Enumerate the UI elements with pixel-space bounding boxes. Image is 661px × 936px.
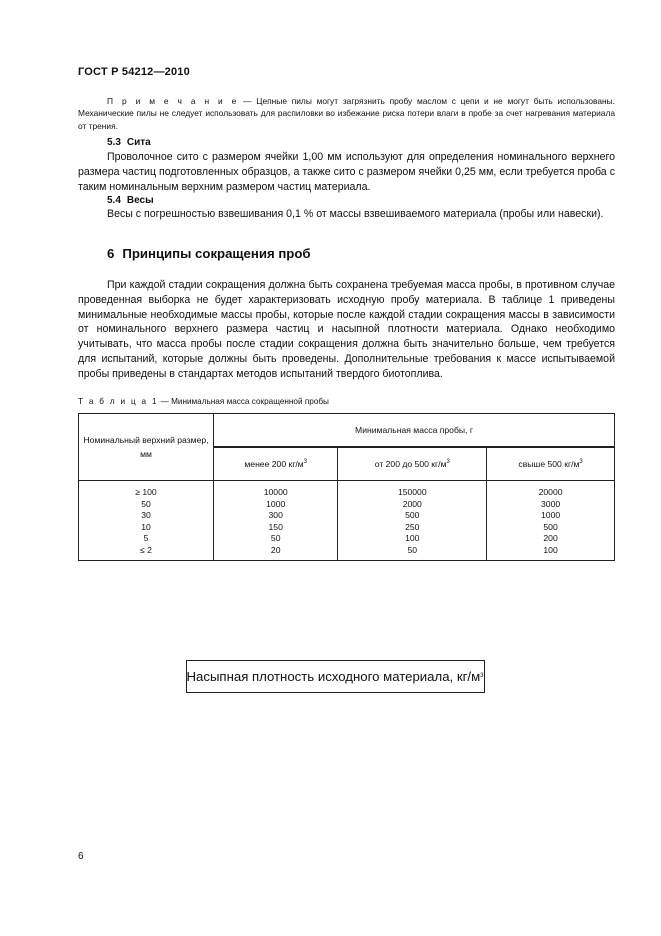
table-cell: ≤ 2 [140, 544, 152, 555]
col-header-text: менее 200 кг/м [244, 459, 304, 469]
col-less-200-values [214, 481, 338, 561]
table-cell: 500 [405, 510, 420, 521]
table-cell: 2000 [402, 498, 422, 509]
table-caption-text: — Минимальная масса сокращенной пробы [158, 397, 329, 406]
table-caption-label: Т а б л и ц а 1 [78, 397, 159, 406]
table-body-row [79, 481, 615, 561]
table-cell: 1000 [541, 510, 561, 521]
superscript: 3 [579, 459, 583, 465]
table-cell: 50 [270, 533, 281, 544]
table-cell: 10000 [263, 487, 288, 497]
table-cell: 100 [405, 533, 420, 544]
table-cell: 3000 [541, 498, 561, 509]
col-200-500-values [338, 481, 487, 561]
table-cell: 1000 [266, 498, 286, 509]
table-cell: 500 [543, 521, 558, 532]
col-header-text: свыше 500 кг/м [518, 459, 580, 469]
table-cell: 250 [405, 521, 420, 532]
note-label: П р и м е ч а н и е [107, 96, 239, 106]
table-cell: 50 [141, 498, 151, 509]
table-cell: 50 [407, 544, 418, 555]
document-header: ГОСТ Р 54212—2010 [78, 66, 190, 78]
section-5-4-heading [107, 195, 154, 206]
section-title: Сита [126, 137, 151, 148]
section-number: 5.4 [107, 195, 121, 206]
table-caption [78, 397, 329, 406]
superscript: 3 [303, 459, 308, 465]
section-5-3-text: Проволочное сито с размером ячейки 1,00 мм используют для определения номинального верхнего размера частиц подготовленных образцов, а также сито с размером ячейки 0,25 мм, если требуется проба с таким номинальным верхним размером частиц материала. [78, 151, 615, 193]
col-header-less-200 [214, 448, 338, 481]
note-paragraph [78, 95, 615, 132]
table-cell: 20 [270, 544, 281, 555]
section-number: 6 [107, 246, 115, 261]
subgroup-header-text: Насыпная плотность исходного материала, кг/м [186, 668, 481, 684]
note-text: — Цепные пилы могут загрязнить пробу маслом с цепи и не могут быть использованы. Механические пилы не следует использовать для распиловки во избежание риска потери влаги в пробе за счет нагревания материала от трения. [78, 96, 615, 131]
col-over-500-values [487, 481, 615, 561]
section-title: Весы [126, 195, 154, 206]
table-cell: 5 [143, 533, 149, 544]
section-5-4-text: Весы с погрешностью взвешивания 0,1 % от массы взвешиваемого материала (пробы или навески). [107, 208, 604, 220]
col-header-over-500 [487, 448, 615, 481]
table-cell: 10 [141, 521, 151, 532]
section-6-heading [107, 246, 311, 261]
table-cell: 30 [141, 510, 151, 521]
section-number: 5.3 [107, 137, 121, 148]
col-header-text: от 200 до 500 кг/м [374, 459, 447, 469]
min-sample-mass-table [78, 413, 615, 684]
superscript: 3 [446, 459, 450, 465]
section-title: Принципы сокращения проб [122, 246, 311, 261]
section-6-text: При каждой стадии сокращения должна быть сохранена требуемая масса пробы, в противном случае проведенная выборка не будет характеризовать исходную пробу материала. В таблице 1 приведены минимальные необходимые массы пробы, которые после каждой стадии сокращения массы в зависимости от номинального верхнего размера частиц и насыпной плотности материала. Однако необходимо учитывать, что масса пробы после стадии сокращения должна быть значительно больше, чем требуется для испытаний, которые должны быть проведены. Дополнительные требования к массе испытываемой пробы приведены в стандартах методов испытаний твердого биотоплива. [78, 279, 615, 380]
col-nominal-size-values [79, 481, 214, 561]
page-number: 6 [78, 851, 84, 862]
subgroup-header-bulk-density [186, 660, 484, 692]
superscript: 3 [480, 672, 484, 679]
group-header-min-mass: Минимальная масса пробы, г [214, 414, 615, 447]
table-cell: 150 [268, 521, 283, 532]
table-cell: 20000 [538, 487, 563, 497]
col-header-200-500 [338, 448, 487, 481]
table-cell: 300 [268, 510, 283, 521]
table-cell: 200 [543, 533, 558, 544]
table-cell: 150000 [397, 487, 427, 497]
col-nominal-size-header: Номинальный верхний размер, мм [79, 414, 214, 481]
section-5-3-heading [107, 137, 151, 148]
table-cell: 100 [543, 544, 558, 555]
table-cell: ≥ 100 [135, 487, 157, 497]
